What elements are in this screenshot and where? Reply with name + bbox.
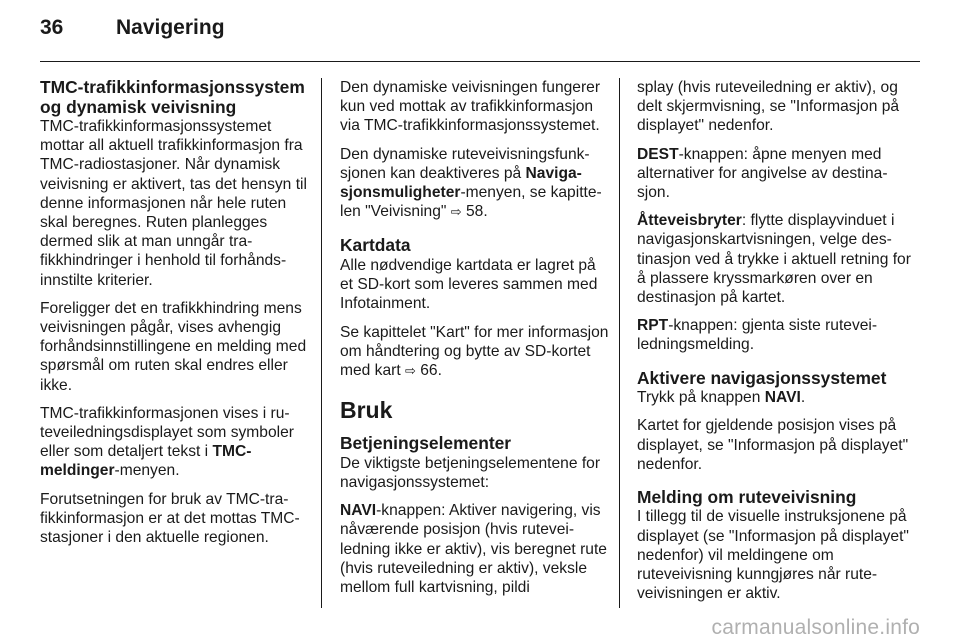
text: : flytte displayvinduet i navigasjonskartvisningen, velge destinasjon ved å trykke i aktuell retning for å plassere kryssmarkøren over en destinasjon på kartet. xyxy=(637,212,911,307)
button-name: NAVI xyxy=(764,389,801,407)
button-name: Åtteveisbryter xyxy=(637,212,742,230)
paragraph: Kartet for gjeldende posisjon vises på displayet, se "Informasjon på displayet" nedenfor. xyxy=(637,417,909,473)
text: TMC-trafikkinformasjonen vises i ruteveiledningsdisplayet som symboler eller som detaljert tekst i xyxy=(40,404,294,461)
paragraph: Foreligger det en trafikkhindring mens veivisningen pågår, vises avhengig forhåndsinnstillingene en melding med spørsmål om ruten skal endres eller ikke. xyxy=(40,299,307,394)
page-reference-arrow-icon: ⇨ xyxy=(405,363,416,379)
column-2 xyxy=(340,78,610,606)
paragraph: Den dynamiske veivisningen fungerer kun ved mottak av trafikkinformasjon via TMC-trafikkinformasjonssystemet. xyxy=(340,79,601,135)
paragraph xyxy=(340,501,610,597)
text: -knappen: Aktiver navigering, vis nåværende posisjon (hvis ruteveiledning ikke er aktiv), vis beregnet rute (hvis ruteveiledning er aktiv), veksle mellom full kartvisning, pildi xyxy=(340,502,607,597)
section-heading-kartdata: Kartdata xyxy=(340,235,411,256)
page-header xyxy=(40,16,225,50)
button-name: DEST xyxy=(637,145,679,163)
section-heading-aktivere: Aktivere navigasjonssystemet xyxy=(637,367,887,388)
section-heading-melding: Melding om ruteveivisning xyxy=(637,486,857,507)
page-reference-arrow-icon: ⇨ xyxy=(450,205,462,221)
text: Se kapittelet "Kart" for mer informasjon om håndtering og bytte av SD-kortet med kart xyxy=(340,323,609,379)
watermark: carmanualsonline.info xyxy=(711,616,920,639)
page-reference[interactable]: 58. xyxy=(461,203,488,221)
paragraph xyxy=(340,323,610,382)
text: Den dynamiske ruteveivisningsfunksjonen kan deaktiveres på xyxy=(340,145,590,182)
paragraph: Alle nødvendige kartdata er lagret på et SD-kort som leveres sammen med Infotainment. xyxy=(340,256,598,313)
text: -menyen. xyxy=(114,462,180,480)
button-name: NAVI xyxy=(340,502,377,520)
page-reference[interactable]: 66. xyxy=(415,361,442,379)
paragraph xyxy=(637,211,913,307)
paragraph: I tillegg til de visuelle instruksjonene på displayet (se "Informasjon på displayet" nedenfor) vil meldingene om ruteveivisning kunngjøres når ruteveivisningen er aktiv. xyxy=(637,508,909,603)
paragraph xyxy=(637,145,913,203)
page-number: 36 xyxy=(40,16,64,39)
text: . xyxy=(800,389,806,407)
menu-name: Navigasjonsmuligheter xyxy=(340,164,582,202)
column-divider-2 xyxy=(619,78,620,608)
paragraph: TMC-trafikkinformasjonssystemet mottar all aktuell trafikkinformasjon fra TMC-radiostasjoner. Når dynamisk veivisning er aktivert, tas det hensyn til denne informasjonen når hele ruten skal beregnes. Ruten planlegges dermed slik at man unngår trafikkhindringer i henhold til forhåndsinnstilte kriterier. xyxy=(40,118,307,289)
paragraph: splay (hvis ruteveiledning er aktiv), og delt skjermvisning, se "Informasjon på displayet" nedenfor. xyxy=(637,79,900,135)
column-divider-1 xyxy=(321,78,322,608)
button-name: RPT xyxy=(637,317,669,335)
paragraph: De viktigste betjeningselementene for navigasjonssystemet: xyxy=(340,454,601,492)
paragraph xyxy=(40,404,310,481)
paragraph: Forutsetningen for bruk av TMC-trafikkinformasjon er at det mottas TMC-stasjoner i den aktuelle regionen. xyxy=(40,490,300,547)
text: Trykk på knappen xyxy=(637,389,765,407)
section-heading-betjeningselementer: Betjeningselementer xyxy=(340,433,512,454)
paragraph xyxy=(340,145,610,223)
header-rule xyxy=(40,61,920,62)
column-3 xyxy=(637,78,913,612)
text: -knappen: åpne menyen med alternativer for angivelse av destinasjon. xyxy=(637,145,888,202)
paragraph xyxy=(637,388,913,407)
text: -knappen: gjenta siste ruteveiledningsmelding. xyxy=(637,317,878,354)
chapter-title: Navigering xyxy=(116,16,225,39)
paragraph xyxy=(637,316,913,354)
text: -menyen, se kapittelen "Veivisning" xyxy=(340,184,602,221)
section-heading-bruk: Bruk xyxy=(340,397,393,424)
menu-name: TMC-meldinger xyxy=(40,443,252,480)
section-heading-tmc: TMC-trafikkinformasjonssystem og dynamisk veivisning xyxy=(40,77,305,117)
column-1 xyxy=(40,78,310,556)
